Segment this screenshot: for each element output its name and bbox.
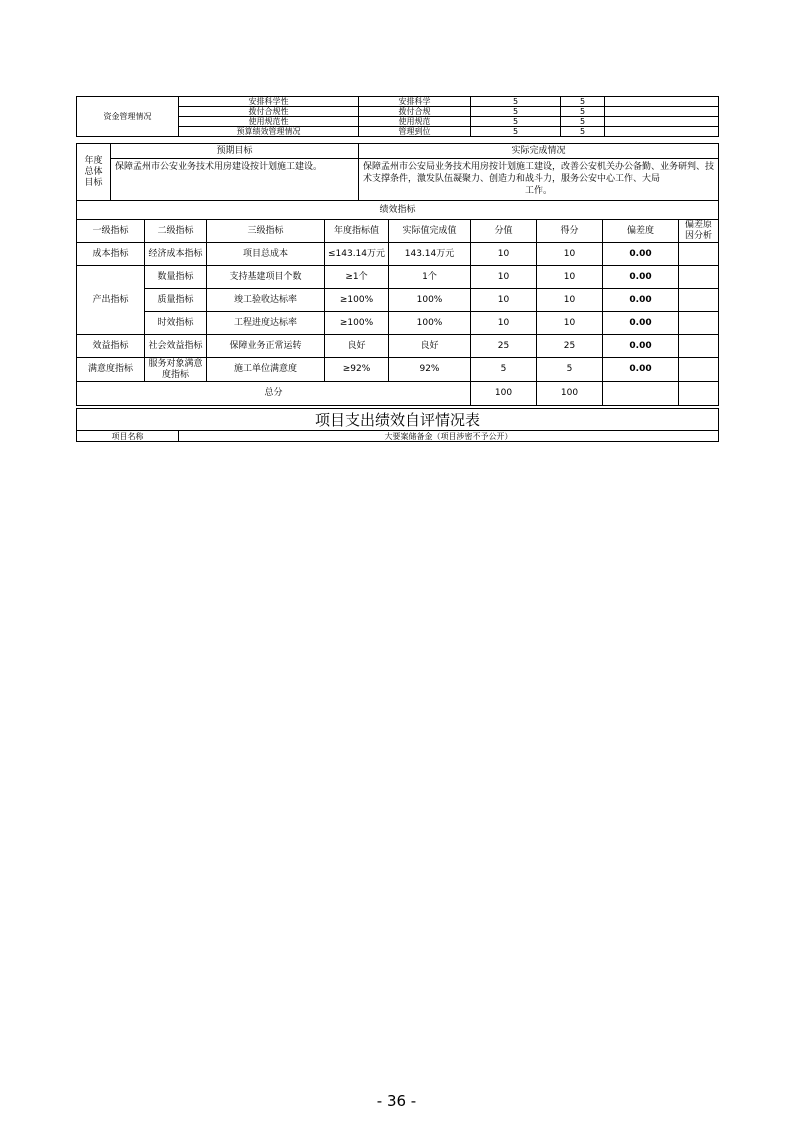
fund-item: 预算绩效管理情况 bbox=[179, 127, 359, 137]
actual-cell: 100% bbox=[389, 289, 471, 312]
fund-got: 5 bbox=[561, 117, 605, 127]
total-score: 100 bbox=[471, 382, 537, 406]
project-name-value: 大要案储备金（项目涉密不予公开） bbox=[179, 431, 719, 442]
header-reason: 偏差原因分析 bbox=[679, 220, 719, 243]
score-cell: 25 bbox=[471, 335, 537, 358]
got-cell: 25 bbox=[537, 335, 603, 358]
level3-cell: 工程进度达标率 bbox=[207, 312, 325, 335]
total-got: 100 bbox=[537, 382, 603, 406]
reason-cell bbox=[679, 289, 719, 312]
level1-cell: 满意度指标 bbox=[77, 358, 145, 382]
level2-cell: 数量指标 bbox=[145, 266, 207, 289]
deviation-cell: 0.00 bbox=[603, 243, 679, 266]
header-actual: 实际值完成值 bbox=[389, 220, 471, 243]
fund-blank bbox=[605, 107, 719, 117]
score-cell: 10 bbox=[471, 243, 537, 266]
total-blank bbox=[679, 382, 719, 406]
level3-cell: 竣工验收达标率 bbox=[207, 289, 325, 312]
actual-cell: 143.14万元 bbox=[389, 243, 471, 266]
fund-score: 5 bbox=[471, 97, 561, 107]
fund-blank bbox=[605, 97, 719, 107]
expected-goal-text: 保障孟州市公安业务技术用房建设按计划施工建设。 bbox=[111, 159, 359, 201]
deviation-cell: 0.00 bbox=[603, 312, 679, 335]
level1-cell: 成本指标 bbox=[77, 243, 145, 266]
header-level2: 二级指标 bbox=[145, 220, 207, 243]
level2-cell: 时效指标 bbox=[145, 312, 207, 335]
fund-management-label: 资金管理情况 bbox=[77, 97, 179, 137]
level1-cell: 效益指标 bbox=[77, 335, 145, 358]
got-cell: 10 bbox=[537, 289, 603, 312]
level1-output: 产出指标 bbox=[77, 266, 145, 335]
actual-goal-text-end: 工作。 bbox=[524, 186, 552, 196]
level2-cell: 服务对象满意度指标 bbox=[145, 358, 207, 382]
score-cell: 10 bbox=[471, 266, 537, 289]
fund-score: 5 bbox=[471, 117, 561, 127]
target-cell: ≥100% bbox=[325, 312, 389, 335]
next-table-title: 项目支出绩效自评情况表 bbox=[77, 409, 719, 431]
deviation-cell: 0.00 bbox=[603, 266, 679, 289]
got-cell: 5 bbox=[537, 358, 603, 382]
fund-got: 5 bbox=[561, 97, 605, 107]
target-cell: ≥1个 bbox=[325, 266, 389, 289]
reason-cell bbox=[679, 358, 719, 382]
header-score: 分值 bbox=[471, 220, 537, 243]
annual-goal-label: 年度总体目标 bbox=[77, 144, 111, 201]
annual-goal-table bbox=[76, 143, 719, 201]
fund-standard: 使用规范 bbox=[359, 117, 471, 127]
header-target: 年度指标值 bbox=[325, 220, 389, 243]
score-cell: 10 bbox=[471, 312, 537, 335]
deviation-cell: 0.00 bbox=[603, 289, 679, 312]
score-cell: 10 bbox=[471, 289, 537, 312]
actual-cell: 92% bbox=[389, 358, 471, 382]
reason-cell bbox=[679, 312, 719, 335]
fund-item: 拨付合规性 bbox=[179, 107, 359, 117]
fund-got: 5 bbox=[561, 127, 605, 137]
fund-item: 安排科学性 bbox=[179, 97, 359, 107]
got-cell: 10 bbox=[537, 243, 603, 266]
actual-cell: 1个 bbox=[389, 266, 471, 289]
target-cell: ≥100% bbox=[325, 289, 389, 312]
target-cell: ≥92% bbox=[325, 358, 389, 382]
reason-cell bbox=[679, 266, 719, 289]
page-number: - 36 - bbox=[376, 1092, 417, 1110]
reason-cell bbox=[679, 335, 719, 358]
fund-blank bbox=[605, 117, 719, 127]
fund-score: 5 bbox=[471, 107, 561, 117]
deviation-cell: 0.00 bbox=[603, 335, 679, 358]
performance-table bbox=[76, 200, 719, 406]
got-cell: 10 bbox=[537, 266, 603, 289]
score-cell: 5 bbox=[471, 358, 537, 382]
level2-cell: 质量指标 bbox=[145, 289, 207, 312]
target-cell: 良好 bbox=[325, 335, 389, 358]
level3-cell: 项目总成本 bbox=[207, 243, 325, 266]
deviation-cell: 0.00 bbox=[603, 358, 679, 382]
reason-cell bbox=[679, 243, 719, 266]
got-cell: 10 bbox=[537, 312, 603, 335]
fund-item: 使用规范性 bbox=[179, 117, 359, 127]
fund-standard: 安排科学 bbox=[359, 97, 471, 107]
actual-cell: 100% bbox=[389, 312, 471, 335]
actual-goal-header: 实际完成情况 bbox=[359, 144, 719, 159]
performance-title: 绩效指标 bbox=[77, 201, 719, 220]
fund-standard: 拨付合规 bbox=[359, 107, 471, 117]
total-blank bbox=[603, 382, 679, 406]
actual-cell: 良好 bbox=[389, 335, 471, 358]
level3-cell: 支持基建项目个数 bbox=[207, 266, 325, 289]
next-table bbox=[76, 408, 719, 442]
level3-cell: 保障业务正常运转 bbox=[207, 335, 325, 358]
header-deviation: 偏差度 bbox=[603, 220, 679, 243]
header-level3: 三级指标 bbox=[207, 220, 325, 243]
fund-blank bbox=[605, 127, 719, 137]
fund-got: 5 bbox=[561, 107, 605, 117]
fund-score: 5 bbox=[471, 127, 561, 137]
level2-cell: 经济成本指标 bbox=[145, 243, 207, 266]
actual-goal-text: 保障孟州市公安局业务技术用房按计划施工建设，改善公安机关办公备勤、业务研判、技术支撑条件，激发队伍凝聚力、创造力和战斗力，服务公安中心工作、大局 bbox=[363, 162, 715, 184]
fund-management-table bbox=[76, 96, 719, 137]
project-name-label: 项目名称 bbox=[77, 431, 179, 442]
header-got: 得分 bbox=[537, 220, 603, 243]
level2-cell: 社会效益指标 bbox=[145, 335, 207, 358]
expected-goal-header: 预期目标 bbox=[111, 144, 359, 159]
total-label: 总分 bbox=[77, 382, 471, 406]
level3-cell: 施工单位满意度 bbox=[207, 358, 325, 382]
target-cell: ≤143.14万元 bbox=[325, 243, 389, 266]
actual-goal-cell bbox=[359, 159, 719, 201]
header-level1: 一级指标 bbox=[77, 220, 145, 243]
fund-standard: 管理到位 bbox=[359, 127, 471, 137]
